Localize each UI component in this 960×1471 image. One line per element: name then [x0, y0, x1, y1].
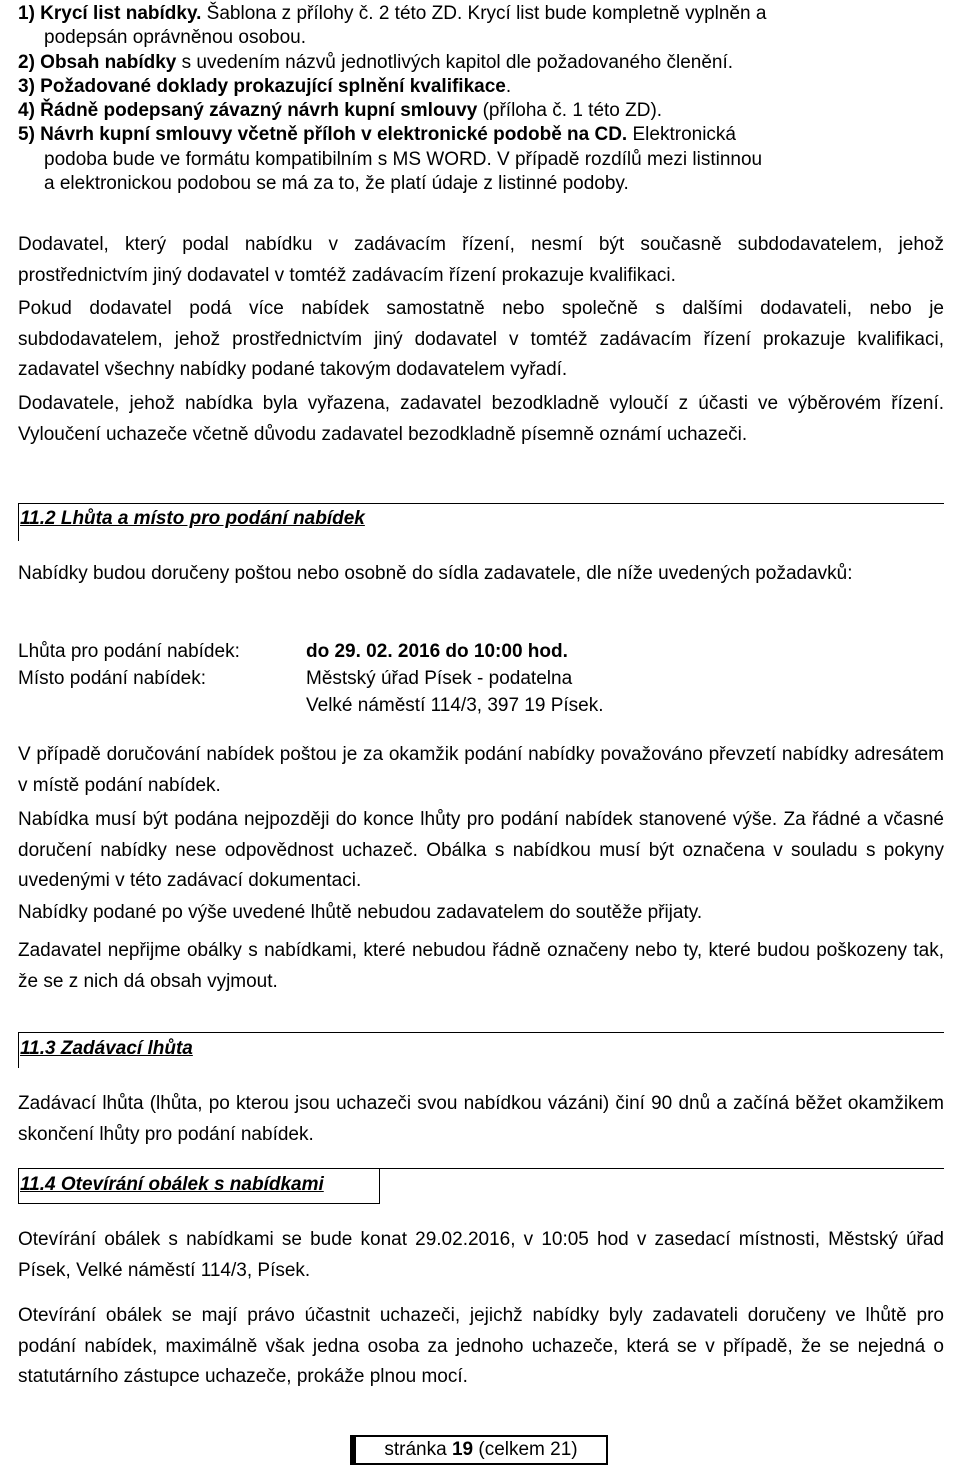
- section-heading-11-4: 11.4 Otevírání obálek s nabídkami: [20, 1174, 324, 1195]
- deadline-label: Lhůta pro podání nabídek:: [18, 641, 240, 662]
- list-item: 5) Návrh kupní smlouvy včetně příloh v elektronické podobě na CD. Elektronická: [18, 124, 736, 146]
- footer-prefix: stránka: [384, 1439, 452, 1460]
- footer-total: (celkem 21): [473, 1439, 578, 1460]
- section-heading-11-2: 11.2 Lhůta a místo pro podání nabídek: [20, 508, 365, 529]
- paragraph: Nabídky budou doručeny poštou nebo osobně do sídla zadavatele, dle níže uvedených požadavků:: [18, 563, 853, 584]
- heading-rule: [18, 1168, 944, 1169]
- heading-rule-left: [18, 503, 19, 541]
- paragraph: Otevírání obálek s nabídkami se bude konat 29.02.2016, v 10:05 hod v zasedací místnosti, Městský úřad Písek, Velké náměstí 114/3, Písek.: [18, 1229, 944, 1281]
- list-item-continuation: a elektronickou podobou se má za to, že platí údaje z listinné podoby.: [44, 173, 629, 195]
- paragraph: Pokud dodavatel podá více nabídek samostatně nebo společně s dalšími dodavateli, nebo je subdodavatelem, jehož prostřednictvím jiný dodavatel v tomtéž zadávacím řízení prokazuje kvalifikaci, zadavatel všechny nabídky podané takovým dodavatelem vyřadí.: [18, 298, 944, 380]
- deadline-block: [18, 638, 944, 718]
- deadline-value: do 29. 02. 2016 do 10:00 hod.: [306, 641, 568, 662]
- paragraph: Zadavatel nepřijme obálky s nabídkami, které nebudou řádně označeny nebo ty, které budou poškozeny tak, že se z nich dá obsah vyjmout.: [18, 940, 944, 992]
- list-item: 4) Řádně podepsaný závazný návrh kupní smlouvy (příloha č. 1 této ZD).: [18, 100, 663, 122]
- heading-rule: [18, 503, 944, 504]
- place-address: Velké náměstí 114/3, 397 19 Písek.: [306, 695, 604, 716]
- list-item-continuation: podepsán oprávněnou osobou.: [44, 27, 307, 49]
- section-heading-11-3: 11.3 Zadávací lhůta: [20, 1038, 193, 1059]
- paragraph: Zadávací lhůta (lhůta, po kterou jsou uchazeči svou nabídkou vázáni) činí 90 dnů a začíná běžet okamžikem skončení lhůty pro podání nabídek.: [18, 1093, 944, 1145]
- list-item-continuation: podoba bude ve formátu kompatibilním s MS WORD. V případě rozdílů mezi listinnou: [44, 148, 763, 170]
- paragraph: Nabídka musí být podána nejpozději do konce lhůty pro podání nabídek stanovené výše. Za řádné a včasné doručení nabídky nese odpovědnost uchazeč. Obálka s nabídkou musí být označena v souladu s pokyny uvedenými v této zadávací dokumentaci.: [18, 809, 944, 891]
- place-label: Místo podání nabídek:: [18, 668, 207, 689]
- list-item: 3) Požadované doklady prokazující splnění kvalifikace.: [18, 75, 512, 97]
- paragraph: Otevírání obálek se mají právo účastnit uchazeči, jejichž nabídky byly zadavateli doručeny ve lhůtě pro podání nabídek, maximálně však jedna osoba za jednoho uchazeče, která se v případě, že se nejedná o statutárního zástupce uchazeče, prokáže plnou mocí.: [18, 1305, 944, 1387]
- page-number: 19: [451, 1439, 474, 1460]
- heading-rule-right: [379, 1168, 380, 1204]
- heading-rule-bottom: [18, 1203, 380, 1204]
- paragraph: V případě doručování nabídek poštou je za okamžik podání nabídky považováno převzetí nabídky adresátem v místě podání nabídek.: [18, 744, 944, 796]
- heading-rule-left: [18, 1032, 19, 1068]
- list-item: 1) Krycí list nabídky. Šablona z přílohy č. 2 této ZD. Krycí list bude kompletně vyplněn a: [18, 3, 767, 24]
- paragraph: Dodavatele, jehož nabídka byla vyřazena, zadavatel bezodkladně vyloučí z účasti ve výběrovém řízení. Vyloučení uchazeče včetně důvodu zadavatel bezodkladně písemně oznámí uchazeči.: [18, 393, 944, 445]
- place-value: Městský úřad Písek - podatelna: [306, 668, 573, 689]
- heading-rule: [18, 1032, 944, 1033]
- list-item: 2) Obsah nabídky s uvedením názvů jednotlivých kapitol dle požadovaného členění.: [18, 51, 734, 73]
- page-footer: [350, 1435, 608, 1465]
- paragraph: Nabídky podané po výše uvedené lhůtě nebudou zadavatelem do soutěže přijaty.: [18, 902, 703, 923]
- paragraph: Dodavatel, který podal nabídku v zadávacím řízení, nesmí být současně subdodavatelem, jehož prostřednictvím jiný dodavatel v tomtéž zadávacím řízení prokazuje kvalifikaci.: [18, 234, 944, 286]
- deliverables-list: [18, 2, 944, 196]
- heading-rule-left: [18, 1168, 19, 1204]
